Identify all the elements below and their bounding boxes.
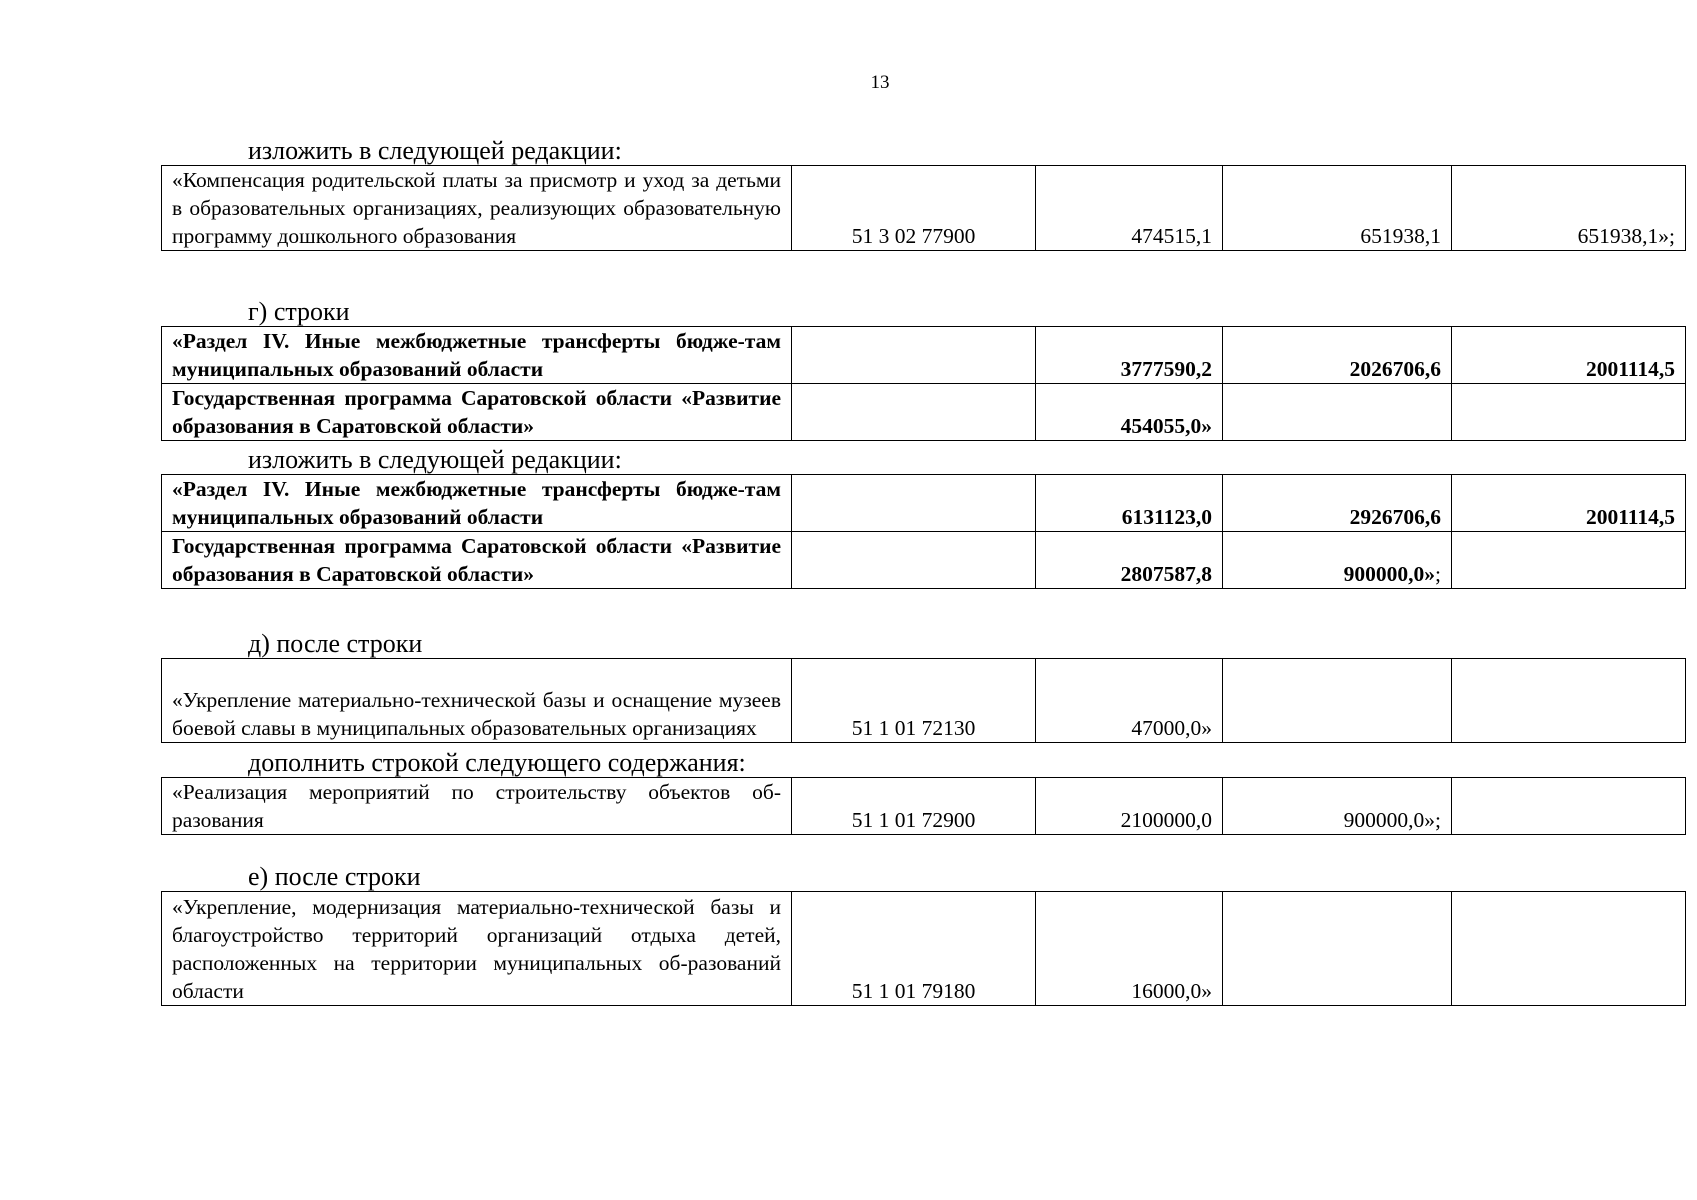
section-block-4	[161, 749, 1685, 835]
section-heading: г) строки	[248, 297, 350, 326]
row-code	[792, 532, 1036, 589]
row-value-3: 2001114,5	[1452, 327, 1686, 384]
row-value-2: 2926706,6	[1223, 475, 1452, 532]
table-row	[162, 166, 1686, 251]
row-value-2: 900000,0»;	[1223, 778, 1452, 835]
row-code: 51 1 01 72130	[792, 659, 1036, 743]
section-heading: дополнить строкой следующего содержания:	[248, 748, 746, 777]
row-description: «Компенсация родительской платы за присмотр и уход за детьми в образовательных организациях, реализующих образовательную программу дошкольного образования	[162, 166, 792, 251]
row-value-2	[1223, 659, 1452, 743]
row-value-2	[1223, 384, 1452, 441]
table-row	[162, 778, 1686, 835]
row-value-2: 651938,1	[1223, 166, 1452, 251]
value-suffix: ;	[1435, 562, 1441, 586]
row-value-3: 2001114,5	[1452, 475, 1686, 532]
row-value-3	[1452, 778, 1686, 835]
section-block-3	[161, 630, 1685, 743]
row-description: Государственная программа Саратовской области «Развитие образования в Саратовской области»	[162, 532, 792, 589]
row-code	[792, 384, 1036, 441]
budget-table	[161, 777, 1686, 835]
table-row	[162, 327, 1686, 384]
row-description: «Укрепление, модернизация материально-технической базы и благоустройство территорий организаций отдыха детей, расположенных на территории муниципальных об-разований области	[162, 892, 792, 1006]
section-block-1	[161, 298, 1685, 441]
row-description: Государственная программа Саратовской области «Развитие образования в Саратовской области»	[162, 384, 792, 441]
row-value-1: 47000,0»	[1036, 659, 1223, 743]
table-row	[162, 532, 1686, 589]
row-code	[792, 327, 1036, 384]
row-value-1: 16000,0»	[1036, 892, 1223, 1006]
section-heading: изложить в следующей редакции:	[248, 136, 622, 165]
section-heading: изложить в следующей редакции:	[248, 445, 622, 474]
row-value-3	[1452, 892, 1686, 1006]
budget-table	[161, 165, 1686, 251]
row-description: «Раздел IV. Иные межбюджетные трансферты бюдже-там муниципальных образований области	[162, 475, 792, 532]
budget-table	[161, 326, 1686, 441]
table-row	[162, 384, 1686, 441]
row-value-3	[1452, 384, 1686, 441]
row-value-2	[1223, 892, 1452, 1006]
table-row	[162, 659, 1686, 743]
row-value-1: 2807587,8	[1036, 532, 1223, 589]
row-value-2	[1223, 532, 1452, 589]
row-description: «Укрепление материально-технической базы и оснащение музеев боевой славы в муниципальных образовательных организациях	[162, 659, 792, 743]
value-text: 900000,0»	[1343, 562, 1436, 586]
row-value-3: 651938,1»;	[1452, 166, 1686, 251]
page-number: 13	[870, 72, 890, 93]
budget-table	[161, 891, 1686, 1006]
section-block-2	[161, 446, 1685, 589]
row-code: 51 1 01 79180	[792, 892, 1036, 1006]
row-value-1: 454055,0»	[1036, 384, 1223, 441]
row-value-1: 6131123,0	[1036, 475, 1223, 532]
table-row	[162, 892, 1686, 1006]
row-value-1: 474515,1	[1036, 166, 1223, 251]
row-description: «Реализация мероприятий по строительству объектов об-разования	[162, 778, 792, 835]
row-code	[792, 475, 1036, 532]
table-row	[162, 475, 1686, 532]
section-heading: е) после строки	[248, 862, 421, 891]
section-heading: д) после строки	[248, 629, 423, 658]
section-block-5	[161, 863, 1685, 1006]
budget-table	[161, 658, 1686, 743]
row-code: 51 3 02 77900	[792, 166, 1036, 251]
section-block-0	[161, 137, 1685, 251]
row-value-3	[1452, 532, 1686, 589]
row-code: 51 1 01 72900	[792, 778, 1036, 835]
budget-table	[161, 474, 1686, 589]
row-value-2: 2026706,6	[1223, 327, 1452, 384]
row-value-1: 2100000,0	[1036, 778, 1223, 835]
row-value-3	[1452, 659, 1686, 743]
row-description: «Раздел IV. Иные межбюджетные трансферты бюдже-там муниципальных образований области	[162, 327, 792, 384]
row-value-1: 3777590,2	[1036, 327, 1223, 384]
